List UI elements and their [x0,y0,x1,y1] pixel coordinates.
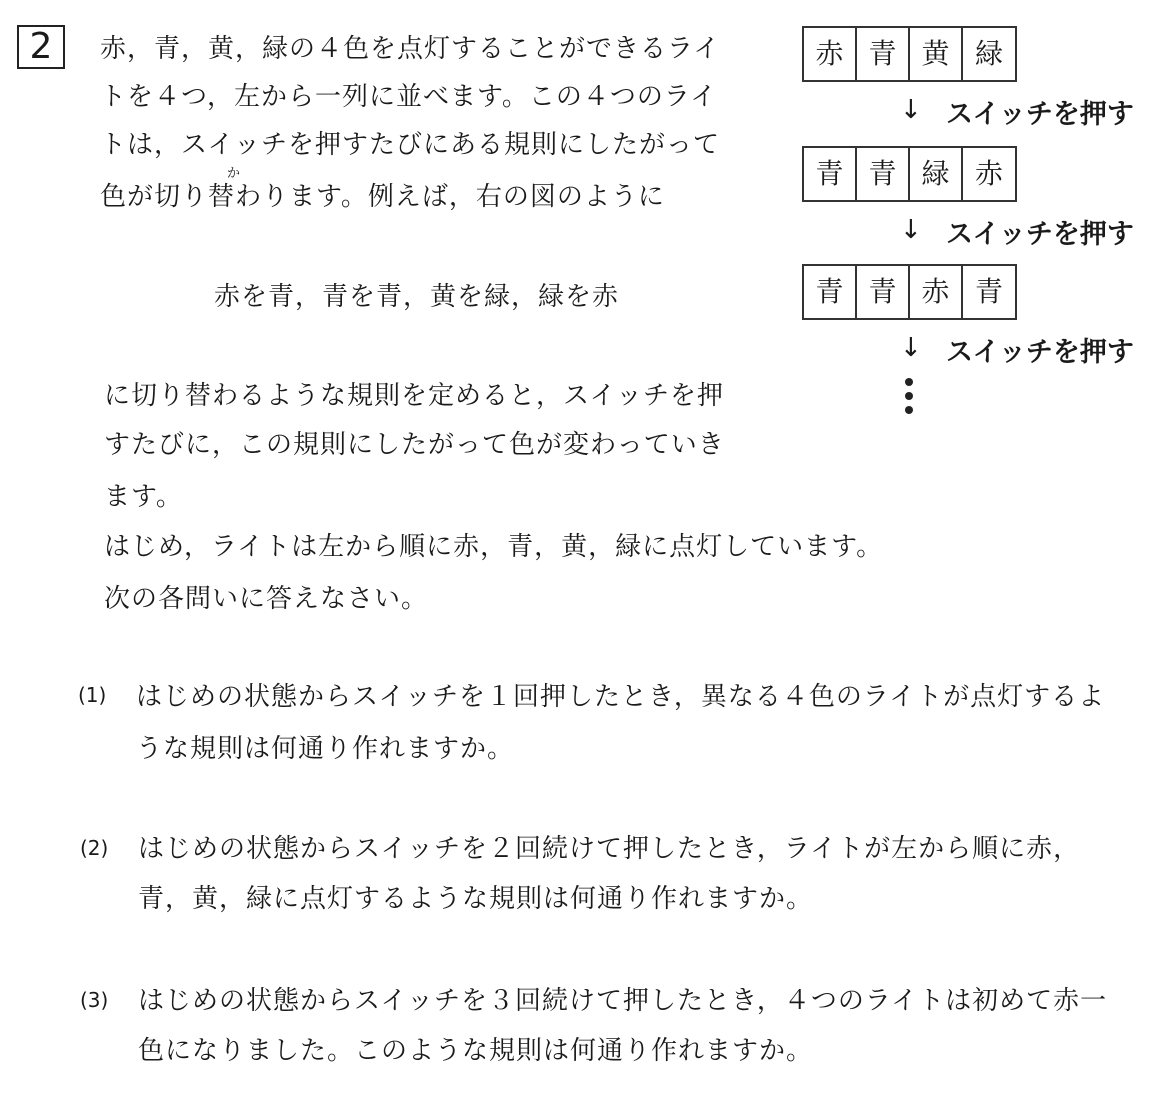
question-text: はじめの状態からスイッチを２回続けて押したとき，ライトが左から順に赤， [138,834,1081,864]
light-cell: 青 [804,266,857,318]
example-rule: 赤を青，青を青，黄を緑，緑を赤 [214,282,620,312]
light-cell: 黄 [910,28,963,80]
light-cell: 青 [857,28,910,80]
question-text: 色になりました。このような規則は何通り作れますか。 [138,1036,814,1066]
light-row [802,264,1017,320]
down-arrow-icon: ↓ [900,95,922,125]
light-cell: 青 [804,148,857,200]
problem-number: 2 [17,25,65,69]
light-cell: 赤 [974,157,1003,190]
light-row [802,26,1017,82]
light-cell: 赤 [910,266,963,318]
question-number: (3) [80,988,109,1012]
question-number: (1) [78,683,107,707]
down-arrow-icon: ↓ [900,215,922,245]
light-cell: 青 [974,275,1003,308]
light-cell: 赤 [804,28,857,80]
intro-line: 色が切り替わります。例えば，右の図のように [100,182,665,212]
body-line: ます。 [104,482,183,512]
furigana: か [227,166,241,181]
arrow-label: スイッチを押す [946,99,1134,130]
body-line: はじめ，ライトは左から順に赤，青，黄，緑に点灯しています。 [104,532,884,562]
question-text: うな規則は何通り作れますか。 [136,734,515,764]
question-text: はじめの状態からスイッチを３回続けて押したとき，４つのライトは初めて赤一 [138,986,1108,1016]
intro-line: トは，スイッチを押すたびにある規則にしたがって [100,130,720,160]
question-number: (2) [80,836,109,860]
light-cell: 青 [857,266,910,318]
light-cell: 緑 [974,37,1003,70]
question-text: はじめの状態からスイッチを１回押したとき，異なる４色のライトが点灯するよ [136,682,1106,712]
body-line: に切り替わるような規則を定めると，スイッチを押 [104,381,724,411]
body-line: 次の各問いに答えなさい。 [104,584,429,614]
light-cell: 緑 [910,148,963,200]
ellipsis-dots-icon [905,378,913,420]
light-row [802,146,1017,202]
down-arrow-icon: ↓ [900,333,922,363]
arrow-label: スイッチを押す [946,219,1134,250]
light-cell: 青 [857,148,910,200]
arrow-label: スイッチを押す [946,337,1134,368]
intro-line: トを４つ，左から一列に並べます。この４つのライ [100,82,718,112]
question-text: 青，黄，緑に点灯するような規則は何通り作れますか。 [138,884,814,914]
intro-line: 赤，青，黄，緑の４色を点灯することができるライ [100,34,721,64]
body-line: すたびに，この規則にしたがって色が変わっていき [104,430,725,460]
